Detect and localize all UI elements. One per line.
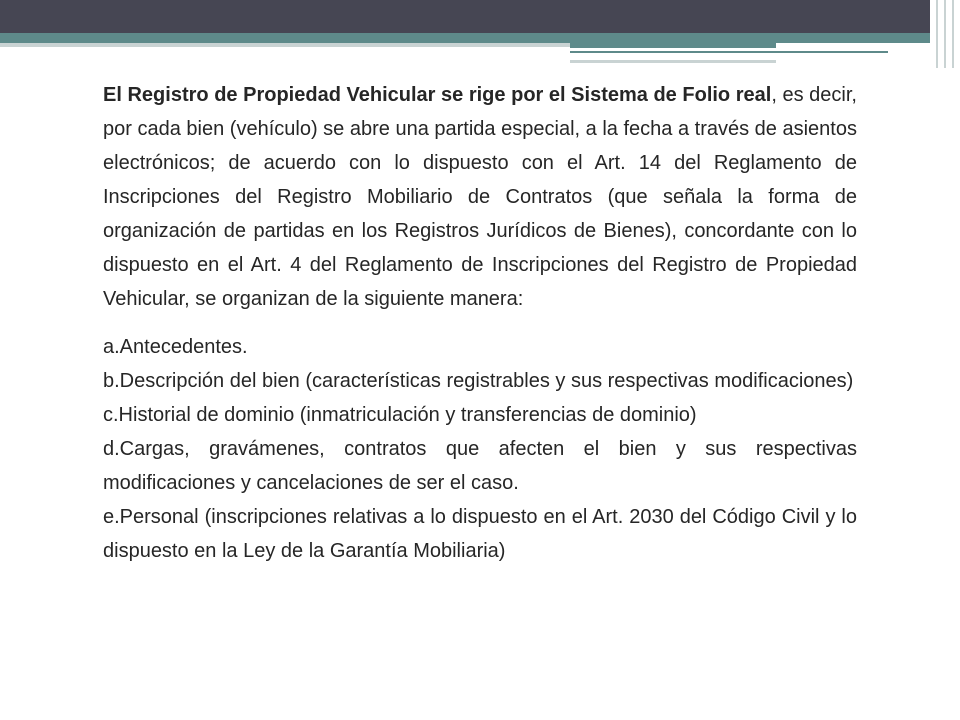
corner-stripe — [952, 0, 954, 68]
header-accent-line-thin — [570, 51, 888, 53]
header-accent-line-light — [570, 60, 776, 63]
corner-decoration — [930, 0, 960, 68]
list-item-b: b.Descripción del bien (características registrables y sus respectivas modificaciones) — [103, 370, 854, 392]
header-accent-line — [570, 43, 776, 48]
header-dark-band — [0, 0, 960, 33]
corner-stripe — [944, 0, 946, 68]
list-item-e: e.Personal (inscripciones relativas a lo dispuesto en el Art. 2030 del Código Civil y lo dispuesto en la Ley de la Garantía Mobiliaria) — [103, 506, 857, 562]
header-teal-band — [0, 33, 960, 43]
list-item-a: a.Antecedentes. — [103, 336, 248, 358]
intro-bold-lead: El Registro de Propiedad Vehicular se rige por el Sistema de Folio real — [103, 84, 772, 106]
intro-paragraph — [103, 78, 857, 316]
list-item-c: c.Historial de dominio (inmatriculación y transferencias de dominio) — [103, 404, 697, 426]
slide-body — [103, 78, 857, 568]
intro-body: , es decir, por cada bien (vehículo) se abre una partida especial, a la fecha a través de asientos electrónicos; de acuerdo con lo dispuesto con el Art. 14 del Reglamento de Inscripciones del Registro Mobiliario de Contratos (que señala la forma de organización de partidas en los Registros Jurídicos de Bienes), concordante con lo dispuesto en el Art. 4 del Reglamento de Inscripciones del Registro de Propiedad Vehicular, se organizan de la siguiente manera: — [103, 84, 857, 310]
list-item-d: d.Cargas, gravámenes, contratos que afecten el bien y sus respectivas modificaciones y cancelaciones de ser el caso. — [103, 438, 857, 494]
header-light-strip — [0, 43, 570, 47]
corner-stripe — [936, 0, 938, 68]
